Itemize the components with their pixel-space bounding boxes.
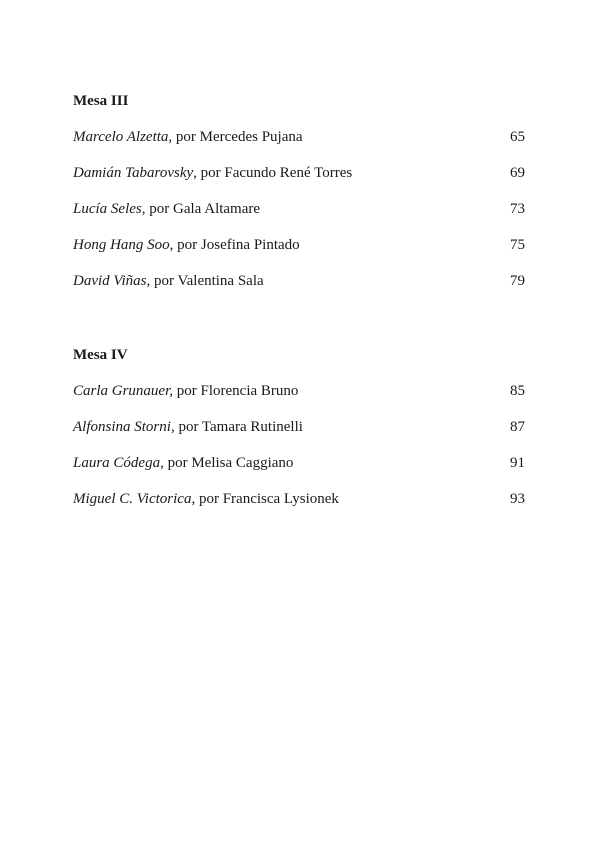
- entry-text: [73, 418, 303, 436]
- entry-subject: Alfonsina Storni: [73, 419, 171, 435]
- entry-text: [73, 490, 339, 508]
- entry-subject: Carla Grunauer,: [73, 383, 174, 399]
- section-mesa-iii: [73, 92, 525, 308]
- entry-list: [73, 382, 525, 526]
- entry-author: por Florencia Bruno: [173, 383, 299, 399]
- entry-page-number: 85: [510, 383, 525, 399]
- entry-page-number: 69: [510, 165, 525, 181]
- entry-text: [73, 164, 352, 182]
- toc-entry: [73, 164, 525, 200]
- entry-subject: Laura Códega: [73, 455, 161, 471]
- entry-text: [73, 236, 300, 254]
- entry-text: [73, 382, 298, 400]
- entry-page-number: 75: [510, 237, 525, 253]
- entry-page-number: 79: [510, 273, 525, 289]
- entry-subject: Lucía Seles: [73, 201, 142, 217]
- entry-subject: Damián Tabarovsky: [73, 165, 194, 181]
- entry-author: , por Francisca Lysionek: [191, 491, 339, 507]
- entry-text: [73, 454, 293, 472]
- entry-subject: Marcelo Alzetta,: [73, 129, 173, 145]
- toc-entry: [73, 418, 525, 454]
- entry-page-number: 91: [510, 455, 525, 471]
- entry-page-number: 73: [510, 201, 525, 217]
- section-title: Mesa IV: [73, 347, 128, 363]
- entry-author: , por Facundo René Torres: [193, 165, 353, 181]
- toc-entry: [73, 272, 525, 308]
- entry-author: , por Melisa Caggiano: [160, 455, 294, 471]
- entry-author: por Mercedes Pujana: [172, 129, 303, 145]
- entry-text: [73, 128, 303, 146]
- entry-author: , por Gala Altamare: [141, 201, 261, 217]
- toc-entry: [73, 454, 525, 490]
- entry-subject: Hong Hang Soo: [73, 237, 170, 253]
- entry-text: [73, 272, 264, 290]
- entry-text: [73, 200, 260, 218]
- toc-entry: [73, 382, 525, 418]
- toc-entry: [73, 200, 525, 236]
- entry-author: , por Josefina Pintado: [169, 237, 300, 253]
- toc-entry: [73, 128, 525, 164]
- entry-author: , por Tamara Rutinelli: [170, 419, 303, 435]
- entry-subject: Miguel C. Victorica: [73, 491, 192, 507]
- toc-entry: [73, 490, 525, 526]
- section-title: Mesa III: [73, 93, 129, 109]
- entry-subject: David Viñas: [73, 273, 147, 289]
- section-mesa-iv: [73, 346, 525, 526]
- entry-author: , por Valentina Sala: [146, 273, 264, 289]
- entry-page-number: 93: [510, 491, 525, 507]
- entry-list: [73, 128, 525, 308]
- toc-entry: [73, 236, 525, 272]
- entry-page-number: 65: [510, 129, 525, 145]
- entry-page-number: 87: [510, 419, 525, 435]
